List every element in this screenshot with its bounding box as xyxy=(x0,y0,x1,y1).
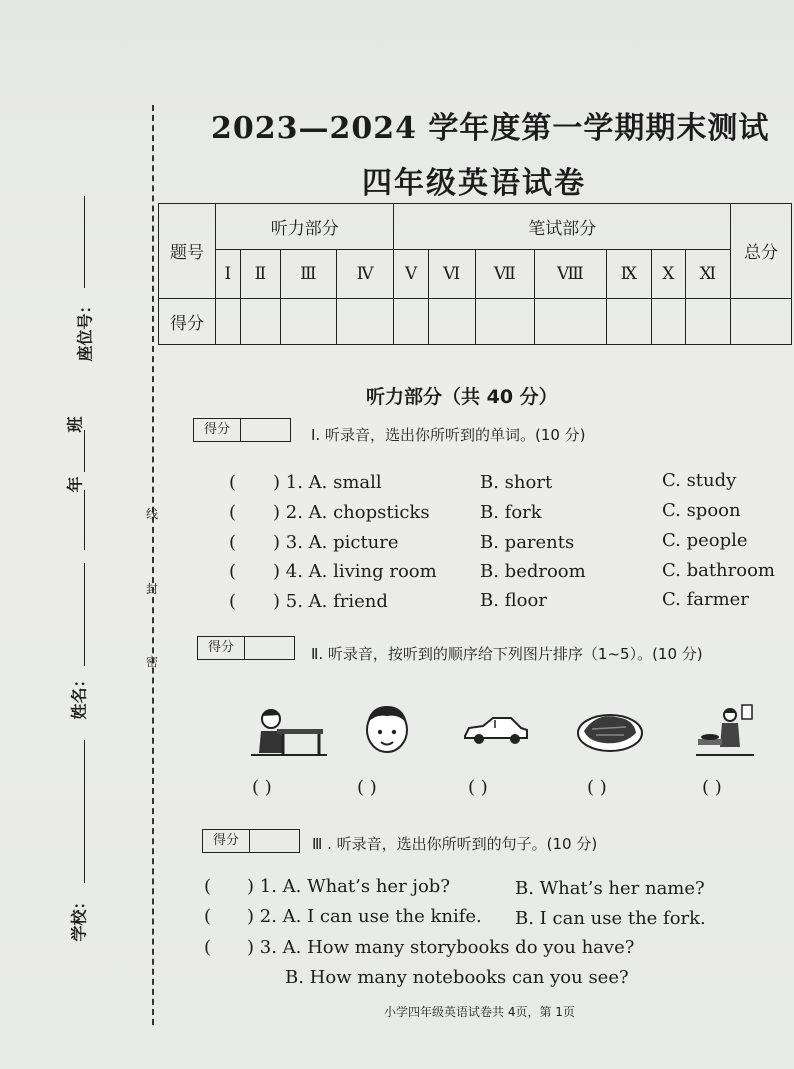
part1-item-1-a: ) 1. A. small xyxy=(273,472,382,493)
written-header: 笔试部分 xyxy=(394,204,731,250)
part3-paren-3[interactable]: ( xyxy=(204,937,212,958)
seal-char-line: 线 xyxy=(146,507,159,521)
item-number-header: 题号 xyxy=(159,204,216,299)
car-picture xyxy=(461,712,531,748)
part3-item-3-a: ) 3. A. How many storybooks do you have? xyxy=(247,937,635,958)
score-cell-1[interactable] xyxy=(216,298,241,344)
picture-blank-1[interactable]: ( ) xyxy=(252,777,272,798)
numeral-1: Ⅰ xyxy=(216,250,241,298)
score-cell-10[interactable] xyxy=(651,298,685,344)
numeral-6: Ⅵ xyxy=(428,250,475,298)
picture-blank-2[interactable]: ( ) xyxy=(357,777,377,798)
part1-score-blank[interactable] xyxy=(241,419,290,441)
score-cell-9[interactable] xyxy=(606,298,651,344)
seal-char-secret: 密 xyxy=(146,655,159,669)
numeral-4: Ⅳ xyxy=(336,250,394,298)
part3-paren-2[interactable]: ( xyxy=(204,906,212,927)
total-header: 总分 xyxy=(731,204,792,299)
part1-item-3-a: ) 3. A. picture xyxy=(273,532,399,553)
part3-item-2-a: ) 2. A. I can use the knife. xyxy=(247,906,482,927)
part3-score-box[interactable] xyxy=(202,829,300,853)
listening-section-heading: 听力部分（共 40 分） xyxy=(366,386,558,408)
grade-label: 年 xyxy=(65,476,85,493)
part1-item-2-c: C. spoon xyxy=(662,500,741,521)
part2-score-blank[interactable] xyxy=(245,637,294,659)
page-footer: 小学四年级英语试卷共 4页，第 1页 xyxy=(384,1005,575,1019)
picture-blank-3[interactable]: ( ) xyxy=(468,777,488,798)
part1-item-1-b: B. short xyxy=(480,472,553,493)
binding-dashed-line xyxy=(152,105,154,1025)
score-cell-7[interactable] xyxy=(475,298,534,344)
part3-item-3-b: B. How many notebooks can you see? xyxy=(285,967,629,988)
score-cell-4[interactable] xyxy=(336,298,394,344)
part3-score-label: 得分 xyxy=(203,830,250,852)
name-label: 姓名： xyxy=(69,671,89,720)
picture-blank-4[interactable]: ( ) xyxy=(587,777,607,798)
part2-score-label: 得分 xyxy=(198,637,245,659)
part1-item-5-b: B. floor xyxy=(480,590,547,611)
part3-paren-1[interactable]: ( xyxy=(204,876,212,897)
class-line[interactable] xyxy=(84,430,85,472)
score-cell-2[interactable] xyxy=(240,298,280,344)
part1-score-label: 得分 xyxy=(194,419,241,441)
part1-item-2-b: B. fork xyxy=(480,502,542,523)
woman-cooking-picture xyxy=(694,703,756,759)
numeral-5: Ⅴ xyxy=(394,250,428,298)
part1-item-5-a: ) 5. A. friend xyxy=(273,591,388,612)
numeral-9: Ⅸ xyxy=(606,250,651,298)
part1-paren-2[interactable]: ( xyxy=(229,502,237,523)
class-label: 班 xyxy=(65,416,85,433)
part1-score-box[interactable] xyxy=(193,418,291,442)
part3-item-1-a: ) 1. A. What’s her job? xyxy=(247,876,450,897)
grade-line[interactable] xyxy=(84,490,85,550)
score-cell-8[interactable] xyxy=(534,298,606,344)
seat-number-label: 座位号： xyxy=(75,297,95,362)
seal-char-seal: 封 xyxy=(146,582,159,596)
score-cell-total[interactable] xyxy=(731,298,792,344)
part1-item-4-c: C. bathroom xyxy=(662,560,776,581)
listening-header: 听力部分 xyxy=(216,204,394,250)
score-table xyxy=(158,203,792,345)
boy-at-desk-picture xyxy=(243,703,329,759)
picture-blank-5[interactable]: ( ) xyxy=(702,777,722,798)
school-label: 学校： xyxy=(69,893,89,942)
part3-score-blank[interactable] xyxy=(250,830,299,852)
score-cell-5[interactable] xyxy=(394,298,428,344)
exam-title: 2023—2024 学年度第一学期期末测试 xyxy=(211,111,770,146)
part1-item-3-c: C. people xyxy=(662,530,748,551)
part1-item-4-a: ) 4. A. living room xyxy=(273,561,437,582)
part3-item-2-b: B. I can use the fork. xyxy=(515,908,706,929)
numeral-11: Ⅺ xyxy=(685,250,730,298)
part1-item-1-c: C. study xyxy=(662,470,737,491)
school-line[interactable] xyxy=(84,740,85,883)
part3-item-1-b: B. What’s her name? xyxy=(515,878,705,899)
score-row-label: 得分 xyxy=(159,298,216,344)
score-cell-3[interactable] xyxy=(280,298,336,344)
name-line[interactable] xyxy=(84,563,85,666)
part1-paren-4[interactable]: ( xyxy=(229,561,237,582)
part3-instruction: Ⅲ . 听录音，选出你所听到的句子。(10 分) xyxy=(312,835,598,853)
food-plate-picture xyxy=(576,705,644,755)
part1-instruction: Ⅰ. 听录音，选出你所听到的单词。(10 分) xyxy=(311,426,586,444)
part1-item-5-c: C. farmer xyxy=(662,589,749,610)
girl-face-picture xyxy=(360,702,414,756)
part1-item-4-b: B. bedroom xyxy=(480,561,586,582)
score-cell-6[interactable] xyxy=(428,298,475,344)
score-cell-11[interactable] xyxy=(685,298,730,344)
numeral-2: Ⅱ xyxy=(240,250,280,298)
part1-paren-3[interactable]: ( xyxy=(229,532,237,553)
exam-subtitle: 四年级英语试卷 xyxy=(362,166,586,201)
seat-number-line[interactable] xyxy=(84,196,85,288)
numeral-10: Ⅹ xyxy=(651,250,685,298)
numeral-7: Ⅶ xyxy=(475,250,534,298)
part1-item-3-b: B. parents xyxy=(480,532,575,553)
part1-item-2-a: ) 2. A. chopsticks xyxy=(273,502,430,523)
numeral-3: Ⅲ xyxy=(280,250,336,298)
part1-paren-1[interactable]: ( xyxy=(229,472,237,493)
part2-score-box[interactable] xyxy=(197,636,295,660)
part2-instruction: Ⅱ. 听录音，按听到的顺序给下列图片排序（1~5）。(10 分) xyxy=(311,645,703,663)
part1-paren-5[interactable]: ( xyxy=(229,591,237,612)
numeral-8: Ⅷ xyxy=(534,250,606,298)
